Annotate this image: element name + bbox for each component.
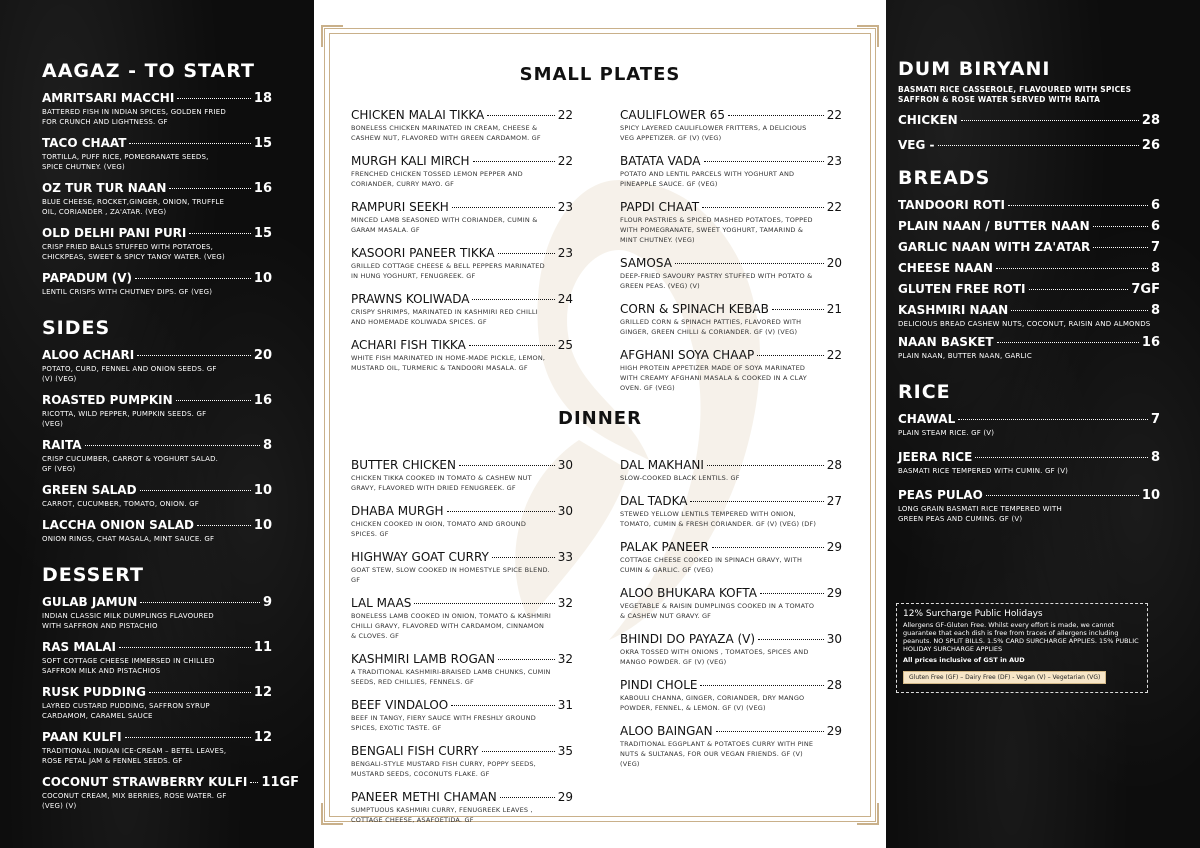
item-description: BLUE CHEESE, ROCKET,GINGER, ONION, TRUFFLE OIL, CORIANDER , ZA'ATAR. (VEG): [42, 198, 225, 216]
dot-leader: [482, 751, 555, 752]
menu-item-veg: [898, 138, 1160, 153]
item-description: SUMPTUOUS KASHMIRI CURRY, FENUGREEK LEAVES , COTTAGE CHEESE, ASAFOETIDA. GF: [351, 806, 533, 824]
item-name: DAL TADKA: [620, 494, 688, 508]
item-name: ALOO ACHARI: [42, 348, 135, 362]
menu-item-butter-chicken: [351, 458, 573, 493]
item-price: 8: [1150, 450, 1160, 465]
item-description: BATTERED FISH IN INDIAN SPICES, GOLDEN FRIED FOR CRUNCH AND LIGHTNESS. GF: [42, 108, 226, 126]
dot-leader: [137, 355, 251, 356]
small-plates-right-column: [620, 108, 842, 404]
item-name: PLAIN NAAN / BUTTER NAAN: [898, 219, 1090, 233]
dot-leader: [772, 309, 824, 310]
item-price: 29: [826, 724, 842, 738]
menu-item-chicken: [898, 113, 1160, 128]
notice-legend: Gluten Free (GF) – Dairy Free (DF) - Vegan (V) – Vegetarian (VG): [903, 671, 1106, 684]
dot-leader: [452, 207, 555, 208]
item-name: PAPADUM (V): [42, 271, 133, 285]
item-price: 23: [826, 154, 842, 168]
dot-leader: [700, 685, 823, 686]
item-description: GRILLED CORN & SPINACH PATTIES, FLAVORED WITH GINGER, GREEN CHILLI & CORIANDER. GF (V) (VEG): [620, 318, 802, 336]
menu-item-corn-spinach-kebab: [620, 302, 842, 337]
dot-leader: [704, 161, 824, 162]
item-price: 30: [557, 458, 573, 472]
item-name: CAULIFLOWER 65: [620, 108, 726, 122]
item-description: LENTIL CRISPS WITH CHUTNEY DIPS. GF (VEG): [42, 288, 213, 296]
item-name: ROASTED PUMPKIN: [42, 393, 173, 407]
menu-item-prawns-koliwada: [351, 292, 573, 327]
dot-leader: [492, 557, 555, 558]
small-plates-left-column: [351, 108, 573, 384]
item-name: DHABA MURGH: [351, 504, 444, 518]
section-title-dessert: DESSERT: [42, 564, 144, 586]
menu-item-highway-goat-curry: [351, 550, 573, 585]
rice-items: [898, 412, 1160, 524]
item-price: 31: [557, 698, 573, 712]
item-description: CHICKEN TIKKA COOKED IN TOMATO & CASHEW NUT GRAVY, FLAVORED WITH DRIED FENUGREEK. GF: [351, 474, 532, 492]
item-description: CRISP CUCUMBER, CARROT & YOGHURT SALAD. GF (VEG): [42, 455, 219, 473]
item-price: 20: [253, 348, 272, 363]
item-description: SOFT COTTAGE CHEESE IMMERSED IN CHILLED SAFFRON MILK AND PISTACHIOS: [42, 657, 215, 675]
menu-item-laccha-onion-salad: [42, 518, 272, 544]
item-price: 6: [1150, 219, 1160, 234]
dot-leader: [451, 705, 554, 706]
item-name: PEAS PULAO: [898, 488, 983, 502]
dot-leader: [169, 188, 250, 189]
item-price: 27: [826, 494, 842, 508]
item-description: CRISPY SHRIMPS, MARINATED IN KASHMIRI RED CHILLI AND HOMEMADE KOLIWADA SPICES. GF: [351, 308, 538, 326]
item-price: 9: [262, 595, 272, 610]
item-price: 25: [557, 338, 573, 352]
item-name: RAITA: [42, 438, 82, 452]
item-price: 29: [826, 540, 842, 554]
item-price: 11: [253, 640, 272, 655]
menu-item-oz-tur-tur-naan: [42, 181, 272, 217]
menu-item-tandoori-roti: [898, 198, 1160, 213]
item-name: RUSK PUDDING: [42, 685, 146, 699]
item-price: 8: [1150, 303, 1160, 318]
item-price: 20: [826, 256, 842, 270]
item-price: 21: [826, 302, 842, 316]
notice-title: 12% Surcharge Public Holidays: [903, 609, 1043, 619]
item-description: BENGALI-STYLE MUSTARD FISH CURRY, POPPY SEEDS, MUSTARD SEEDS, COCONUTS FLAKE. GF: [351, 760, 536, 778]
item-price: 15: [253, 136, 272, 151]
menu-item-jeera-rice: [898, 450, 1160, 476]
item-name: KASHMIRI LAMB ROGAN: [351, 652, 495, 666]
dot-leader: [487, 115, 554, 116]
item-name: KASOORI PANEER TIKKA: [351, 246, 495, 260]
item-name: TANDOORI ROTI: [898, 198, 1005, 212]
allergen-notice: [896, 603, 1148, 693]
item-price: 10: [253, 483, 272, 498]
dot-leader: [1029, 289, 1129, 290]
item-description: GRILLED COTTAGE CHEESE & BELL PEPPERS MARINATED IN HUNG YOGHURT, FENUGREEK. GF: [351, 262, 545, 280]
item-description: BONELESS CHICKEN MARINATED IN CREAM, CHEESE & CASHEW NUT, FLAVORED WITH GREEN CARDAMOM. GF: [351, 124, 541, 142]
item-name: PALAK PANEER: [620, 540, 709, 554]
item-price: 8: [262, 438, 272, 453]
menu-item-gulab-jamun: [42, 595, 272, 631]
item-name: AMRITSARI MACCHI: [42, 91, 175, 105]
item-price: 23: [557, 200, 573, 214]
item-name: CHICKEN MALAI TIKKA: [351, 108, 485, 122]
item-price: 35: [557, 744, 573, 758]
dot-leader: [707, 465, 824, 466]
item-description: LAYRED CUSTARD PUDDING, SAFFRON SYRUP CARDAMOM, CARAMEL SAUCE: [42, 702, 210, 720]
item-name: JEERA RICE: [898, 450, 973, 464]
dum-biryani-desc: BASMATI RICE CASSEROLE, FLAVOURED WITH SPICES SAFFRON & ROSE WATER SERVED WITH RAITA: [898, 85, 1132, 104]
item-description: SLOW-COOKED BLACK LENTILS. GF: [620, 474, 740, 482]
notice-gst: All prices inclusive of GST in AUD: [903, 656, 1025, 664]
item-description: DELICIOUS BREAD CASHEW NUTS, COCONUT, RAISIN AND ALMONDS: [898, 320, 1151, 328]
item-price: 11GF: [261, 775, 300, 790]
dot-leader: [500, 797, 555, 798]
small-plates-title: SMALL PLATES: [519, 64, 681, 85]
dot-leader: [938, 145, 1139, 146]
breads-items: [898, 198, 1160, 361]
item-name: KASHMIRI NAAN: [898, 303, 1009, 317]
item-description: DEEP-FRIED SAVOURY PASTRY STUFFED WITH POTATO & GREEN PEAS. (VEG) (V): [620, 272, 813, 290]
menu-item-plain-naan-butter-naan: [898, 219, 1160, 234]
menu-item-achari-fish-tikka: [351, 338, 573, 373]
dinner-title: DINNER: [558, 408, 642, 429]
item-name: BHINDI DO PAYAZA (V): [620, 632, 756, 646]
item-description: FRENCHED CHICKEN TOSSED LEMON PEPPER AND CORIANDER, CURRY MAYO. GF: [351, 170, 523, 188]
item-name: PAPDI CHAAT: [620, 200, 700, 214]
menu-item-dhaba-murgh: [351, 504, 573, 539]
item-price: 24: [557, 292, 573, 306]
dot-leader: [447, 511, 555, 512]
item-price: 32: [557, 652, 573, 666]
dinner-right-column: [620, 458, 842, 780]
menu-item-peas-pulao: [898, 488, 1160, 524]
dot-leader: [472, 299, 554, 300]
dot-leader: [189, 233, 251, 234]
dot-leader: [250, 782, 258, 783]
item-name: LACCHA ONION SALAD: [42, 518, 195, 532]
menu-item-garlic-naan-with-za-atar: [898, 240, 1160, 255]
dot-leader: [119, 647, 251, 648]
item-description: POTATO, CURD, FENNEL AND ONION SEEDS. GF (V) (VEG): [42, 365, 217, 383]
menu-item-taco-chaat: [42, 136, 272, 172]
menu-item-rusk-pudding: [42, 685, 272, 721]
item-price: 22: [826, 108, 842, 122]
item-price: 7GF: [1131, 282, 1160, 297]
item-price: 10: [253, 271, 272, 286]
menu-item-chawal: [898, 412, 1160, 438]
item-name: CHAWAL: [898, 412, 956, 426]
dot-leader: [958, 419, 1148, 420]
dot-leader: [961, 120, 1139, 121]
dot-leader: [140, 490, 251, 491]
left-menu-panel: [0, 0, 314, 848]
section-title-aagaz-to-start: AAGAZ - TO START: [42, 60, 255, 82]
dot-leader: [140, 602, 260, 603]
item-name: CHEESE NAAN: [898, 261, 993, 275]
menu-item-kasoori-paneer-tikka: [351, 246, 573, 281]
menu-item-papdi-chaat: [620, 200, 842, 245]
item-description: KABOULI CHANNA, GINGER, CORIANDER, DRY MANGO POWDER, FENNEL, & LEMON. GF (V) (VEG): [620, 694, 805, 712]
menu-item-beef-vindaloo: [351, 698, 573, 733]
item-price: 33: [557, 550, 573, 564]
menu-item-murgh-kali-mirch: [351, 154, 573, 189]
center-menu-panel: [314, 0, 886, 848]
item-price: 15: [253, 226, 272, 241]
item-price: 6: [1150, 198, 1160, 213]
item-name: ACHARI FISH TIKKA: [351, 338, 466, 352]
item-description: FLOUR PASTRIES & SPICED MASHED POTATOES, TOPPED WITH POMEGRANATE, SWEET YOGHURT, TAMARIND & MINT CHUTNEY. (VEG): [620, 216, 813, 244]
item-name: AFGHANI SOYA CHAAP: [620, 348, 755, 362]
item-description: TRADITIONAL EGGPLANT & POTATOES CURRY WITH PINE NUTS & SULTANAS, FOR OUR VEGAN FRIENDS. GF (V) (VEG): [620, 740, 814, 768]
item-price: 29: [826, 586, 842, 600]
item-price: 29: [557, 790, 573, 804]
item-name: GLUTEN FREE ROTI: [898, 282, 1026, 296]
dot-leader: [996, 268, 1148, 269]
dot-leader: [197, 525, 251, 526]
item-price: 18: [253, 91, 272, 106]
item-description: LONG GRAIN BASMATI RICE TEMPERED WITH GREEN PEAS AND CUMINS. GF (V): [898, 505, 1062, 523]
item-price: 23: [557, 246, 573, 260]
dot-leader: [712, 547, 824, 548]
menu-item-kashmiri-naan: [898, 303, 1160, 329]
menu-item-lal-maas: [351, 596, 573, 641]
item-description: COCONUT CREAM, MIX BERRIES, ROSE WATER. GF (VEG) (V): [42, 792, 227, 810]
item-description: HIGH PROTEIN APPETIZER MADE OF SOYA MARINATED WITH CREAMY AFGHANI MASALA & COOKED IN A CLAY OVEN. GF (VEG): [620, 364, 807, 392]
item-name: CHICKEN: [898, 113, 958, 127]
item-description: BONELESS LAMB COOKED IN ONION, TOMATO & KASHMIRI CHILLI GRAVY, FLAVORED WITH CARDAMOM, CINNAMON & CLOVES. GF: [351, 612, 551, 640]
item-description: CHICKEN COOKED IN OION, TOMATO AND GROUND SPICES. GF: [351, 520, 527, 538]
item-description: VEGETABLE & RAISIN DUMPLINGS COOKED IN A TOMATO & CASHEW NUT GRAVY. GF: [620, 602, 815, 620]
dot-leader: [85, 445, 260, 446]
menu-item-old-delhi-pani-puri: [42, 226, 272, 262]
dot-leader: [459, 465, 555, 466]
dot-leader: [177, 98, 251, 99]
menu-item-bhindi-do-payaza-v: [620, 632, 842, 667]
item-name: MURGH KALI MIRCH: [351, 154, 470, 168]
item-name: ALOO BAINGAN: [620, 724, 713, 738]
item-price: 12: [253, 730, 272, 745]
item-name: PAAN KULFI: [42, 730, 122, 744]
dot-leader: [1093, 247, 1148, 248]
breads-title: BREADS: [898, 167, 991, 189]
menu-item-paneer-methi-chaman: [351, 790, 573, 825]
dinner-left-column: [351, 458, 573, 836]
menu-item-coconut-strawberry-kulfi: [42, 775, 300, 811]
menu-item-afghani-soya-chaap: [620, 348, 842, 393]
item-name: GARLIC NAAN WITH ZA'ATAR: [898, 240, 1091, 254]
menu-item-roasted-pumpkin: [42, 393, 272, 429]
item-price: 22: [826, 348, 842, 362]
menu-item-amritsari-macchi: [42, 91, 272, 127]
item-price: 10: [1141, 488, 1160, 503]
right-menu-panel: [886, 0, 1200, 848]
dot-leader: [675, 263, 824, 264]
dot-leader: [760, 593, 824, 594]
menu-item-naan-basket: [898, 335, 1160, 361]
item-description: SPICY LAYERED CAULIFLOWER FRITTERS, A DELICIOUS VEG APPETIZER. GF (V) (VEG): [620, 124, 807, 142]
item-name: ALOO BHUKARA KOFTA: [620, 586, 757, 600]
item-name: BATATA VADA: [620, 154, 701, 168]
item-price: 7: [1150, 240, 1160, 255]
dot-leader: [498, 253, 555, 254]
item-price: 28: [826, 678, 842, 692]
menu-item-aloo-achari: [42, 348, 272, 384]
item-name: GULAB JAMUN: [42, 595, 138, 609]
item-description: RICOTTA, WILD PEPPER, PUMPKIN SEEDS. GF (VEG): [42, 410, 207, 428]
item-description: CARROT, CUCUMBER, TOMATO, ONION. GF: [42, 500, 200, 508]
item-price: 16: [253, 181, 272, 196]
menu-item-chicken-malai-tikka: [351, 108, 573, 143]
menu-item-batata-vada: [620, 154, 842, 189]
dot-leader: [758, 639, 824, 640]
item-price: 8: [1150, 261, 1160, 276]
item-name: RAS MALAI: [42, 640, 116, 654]
item-price: 22: [557, 108, 573, 122]
dot-leader: [1008, 205, 1148, 206]
menu-item-cheese-naan: [898, 261, 1160, 276]
dot-leader: [469, 345, 555, 346]
menu-item-aloo-bhukara-kofta: [620, 586, 842, 621]
dot-leader: [690, 501, 823, 502]
menu-item-pindi-chole: [620, 678, 842, 713]
dot-leader: [1011, 310, 1148, 311]
rice-title: RICE: [898, 381, 951, 403]
item-price: 12: [253, 685, 272, 700]
dot-leader: [986, 495, 1139, 496]
item-name: SAMOSA: [620, 256, 672, 270]
menu-item-palak-paneer: [620, 540, 842, 575]
section-title-sides: SIDES: [42, 317, 111, 339]
dot-leader: [473, 161, 555, 162]
dot-leader: [149, 692, 251, 693]
menu-item-ras-malai: [42, 640, 272, 676]
item-description: MINCED LAMB SEASONED WITH CORIANDER, CUMIN & GARAM MASALA. GF: [351, 216, 538, 234]
biryani-items: [898, 113, 1160, 153]
item-description: INDIAN CLASSIC MILK DUMPLINGS FLAVOURED WITH SAFFRON AND PISTACHIO: [42, 612, 214, 630]
item-description: TORTILLA, PUFF RICE, POMEGRANATE SEEDS, SPICE CHUTNEY. (VEG): [42, 153, 209, 171]
menu-item-rampuri-seekh: [351, 200, 573, 235]
item-description: BEEF IN TANGY, FIERY SAUCE WITH FRESHLY GROUND SPICES, EXOTIC TASTE. GF: [351, 714, 536, 732]
menu-item-cauliflower-65: [620, 108, 842, 143]
menu-item-gluten-free-roti: [898, 282, 1160, 297]
dot-leader: [728, 115, 824, 116]
item-name: RAMPURI SEEKH: [351, 200, 449, 214]
item-description: POTATO AND LENTIL PARCELS WITH YOGHURT AND PINEAPPLE SAUCE. GF (VEG): [620, 170, 795, 188]
item-price: 16: [1141, 335, 1160, 350]
item-description: PLAIN STEAM RICE. GF (V): [898, 429, 995, 437]
item-name: GREEN SALAD: [42, 483, 137, 497]
item-price: 30: [826, 632, 842, 646]
item-description: A TRADITIONAL KASHMIRI-BRAISED LAMB CHUNKS, CUMIN SEEDS, RED CHILLIES, FENNELS. GF: [351, 668, 551, 686]
dot-leader: [975, 457, 1148, 458]
menu-item-samosa: [620, 256, 842, 291]
dot-leader: [702, 207, 824, 208]
item-price: 7: [1150, 412, 1160, 427]
menu-item-bengali-fish-curry: [351, 744, 573, 779]
menu-item-green-salad: [42, 483, 272, 509]
item-price: 22: [826, 200, 842, 214]
item-name: PINDI CHOLE: [620, 678, 698, 692]
dot-leader: [414, 603, 554, 604]
item-name: VEG -: [898, 138, 935, 152]
item-name: HIGHWAY GOAT CURRY: [351, 550, 489, 564]
item-name: BENGALI FISH CURRY: [351, 744, 479, 758]
item-price: 26: [1141, 138, 1160, 153]
item-description: BASMATI RICE TEMPERED WITH CUMIN. GF (V): [898, 467, 1069, 475]
dot-leader: [135, 278, 251, 279]
item-description: COTTAGE CHEESE COOKED IN SPINACH GRAVY, WITH CUMIN & GARLIC. GF (VEG): [620, 556, 803, 574]
dot-leader: [129, 143, 251, 144]
item-name: NAAN BASKET: [898, 335, 994, 349]
item-description: STEWED YELLOW LENTILS TEMPERED WITH ONION, TOMATO, CUMIN & FRESH CORIANDER. GF (V) (VEG) (DF): [620, 510, 817, 528]
item-name: PRAWNS KOLIWADA: [351, 292, 470, 306]
item-description: GOAT STEW, SLOW COOKED IN HOMESTYLE SPICE BLEND. GF: [351, 566, 550, 584]
item-name: BEEF VINDALOO: [351, 698, 449, 712]
menu-item-raita: [42, 438, 272, 474]
dot-leader: [176, 400, 251, 401]
menu-item-kashmiri-lamb-rogan: [351, 652, 573, 687]
item-name: OZ TUR TUR NAAN: [42, 181, 167, 195]
item-price: 32: [557, 596, 573, 610]
menu-item-paan-kulfi: [42, 730, 272, 766]
dot-leader: [757, 355, 824, 356]
item-name: BUTTER CHICKEN: [351, 458, 456, 472]
item-description: PLAIN NAAN, BUTTER NAAN, GARLIC: [898, 352, 1032, 360]
item-name: OLD DELHI PANI PURI: [42, 226, 187, 240]
menu-item-papadum-v: [42, 271, 272, 297]
dot-leader: [716, 731, 824, 732]
dum-biryani-title: DUM BIRYANI: [898, 58, 1051, 80]
dot-leader: [997, 342, 1139, 343]
menu-item-dal-tadka: [620, 494, 842, 529]
item-price: 30: [557, 504, 573, 518]
item-price: 28: [826, 458, 842, 472]
notice-body: Allergens GF-Gluten Free. Whilst every effort is made, we cannot guarantee that each dish is free from traces of allergens including peanuts. NO SPLIT BILLS. 1.5% CARD SURCHARGE APPLIES. 15% PUBLIC HOLIDAY SURCHARGE APPLIES: [903, 621, 1139, 653]
item-description: TRADITIONAL INDIAN ICE-CREAM – BETEL LEAVES, ROSE PETAL JAM & FENNEL SEEDS. GF: [42, 747, 227, 765]
dot-leader: [1093, 226, 1148, 227]
item-name: LAL MAAS: [351, 596, 412, 610]
item-price: 28: [1141, 113, 1160, 128]
item-description: CRISP FRIED BALLS STUFFED WITH POTATOES, CHICKPEAS, SWEET & SPICY TANGY WATER. (VEG): [42, 243, 225, 261]
dot-leader: [498, 659, 555, 660]
item-name: TACO CHAAT: [42, 136, 127, 150]
item-name: PANEER METHI CHAMAN: [351, 790, 497, 804]
item-name: CORN & SPINACH KEBAB: [620, 302, 769, 316]
item-name: DAL MAKHANI: [620, 458, 704, 472]
item-price: 10: [253, 518, 272, 533]
item-price: 22: [557, 154, 573, 168]
menu-item-dal-makhani: [620, 458, 842, 483]
item-name: COCONUT STRAWBERRY KULFI: [42, 775, 248, 789]
item-description: ONION RINGS, CHAT MASALA, MINT SAUCE. GF: [42, 535, 215, 543]
dot-leader: [125, 737, 251, 738]
item-description: WHITE FISH MARINATED IN HOME-MADE PICKLE, LEMON, MUSTARD OIL, TURMERIC & TANDOORI MASALA. GF: [351, 354, 546, 372]
item-price: 16: [253, 393, 272, 408]
item-description: OKRA TOSSED WITH ONIONS , TOMATOES, SPICES AND MANGO POWDER. GF (V) (VEG): [620, 648, 809, 666]
menu-item-aloo-baingan: [620, 724, 842, 769]
